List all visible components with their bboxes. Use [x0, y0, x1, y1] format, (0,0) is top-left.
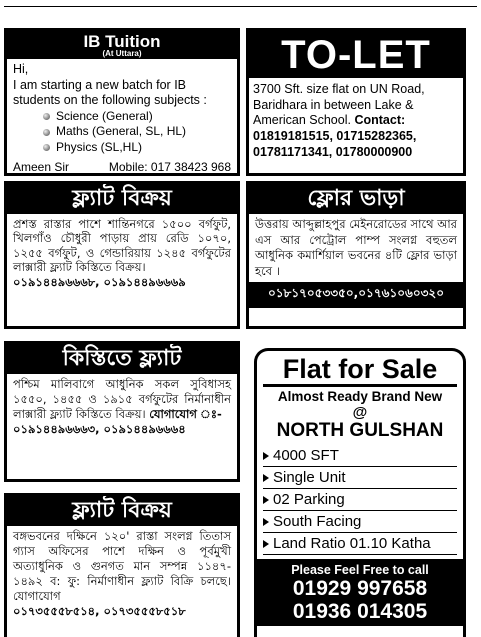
installment-flat-phones: ০১৯১৪৪৯৬৬৬৩, ০১৯১৪৪৯৬৬৬৪ — [13, 421, 186, 436]
list-item: Land Ratio 01.10 Katha — [263, 533, 457, 555]
ib-subject-list — [13, 109, 231, 156]
floor-rent-title: ফ্লোর ভাড়া — [249, 184, 463, 214]
flat-for-sale-gulshan-ad — [254, 348, 466, 637]
ib-contact-name: Ameen Sir — [13, 159, 70, 174]
arrow-right-icon — [263, 474, 269, 482]
installment-flat-title: কিস্তিতে ফ্ল্যাট — [7, 344, 237, 374]
flat-sale-2-title: ফ্ল্যাট বিক্রয় — [7, 496, 237, 526]
ib-contact-mobile: Mobile: 017 38423 968 — [108, 159, 231, 174]
flat-sale-2-phones: ০১৭৩৫৫৫৮৫১৪, ০১৭৩৫৫৫৮৫১৮ — [13, 603, 186, 618]
installment-flat-contact-label: যোগাযোগ ঃ- — [149, 406, 222, 421]
bullet-icon — [43, 129, 50, 136]
list-item: South Facing — [263, 511, 457, 533]
gulshan-call-box — [257, 559, 463, 626]
arrow-right-icon — [263, 540, 269, 548]
gulshan-at: @ — [352, 404, 368, 422]
to-let-ad — [246, 28, 466, 176]
flat-sale-2-text: বঙ্গভবনের দক্ষিনে ১২০' রাস্তা সংলগ্ন তিতাস গ্যাস অফিসের পাশে দক্ষিন ও পূর্বমুখী অত্যাধুনিক ও গুনগত মান সম্পন্ন ১১৪৭- ১৪৯২ ব: ফু: নির্মাণাধীন ফ্ল্যাট বিক্রি চলছে। যোগাযোগ — [13, 529, 231, 603]
gulshan-feature-list — [263, 445, 457, 555]
bullet-icon — [43, 144, 50, 151]
ib-tuition-subtitle: (At Uttara) — [102, 49, 142, 58]
bullet-icon — [43, 113, 50, 120]
floor-rent-text: উত্তরায় আব্দুল্লাহপুর মেইনরোডের সাথে আর এস আর পেট্রোল পাম্প সংলগ্ন বহুতল আধুনিক কমার্শিয়াল ভবনের ৪টি ফ্লোর ভাড়া হবে । — [255, 217, 457, 278]
ib-greeting: Hi, — [13, 62, 29, 76]
floor-rent-ad — [246, 181, 466, 329]
list-item: 4000 SFT — [263, 445, 457, 467]
flat-sale-ad-1 — [4, 181, 240, 329]
list-item: Science (General) — [43, 109, 231, 125]
gulshan-call-text: Please Feel Free to call — [291, 563, 429, 578]
ib-tuition-ad — [4, 28, 240, 176]
ib-tuition-header — [7, 31, 237, 59]
flat-sale-1-phones: ০১৯১৪৪৯৬৬৬৮, ০১৯১৪৪৯৬৬৬৯ — [13, 274, 186, 289]
flat-sale-1-title: ফ্ল্যাট বিক্রয় — [7, 184, 237, 214]
to-let-title: TO-LET — [249, 31, 463, 78]
top-rule — [4, 6, 477, 7]
arrow-right-icon — [263, 452, 269, 460]
list-item: 02 Parking — [263, 489, 457, 511]
list-item: Single Unit — [263, 467, 457, 489]
gulshan-subtitle: Almost Ready Brand New — [277, 389, 443, 405]
list-item: Maths (General, SL, HL) — [43, 124, 231, 140]
floor-rent-phones: ০১৮১৭০৫৩৩৫০,০১৭৬১০৬০৩২০ — [249, 282, 463, 308]
installment-flat-text: পশ্চিম মালিবাগে আধুনিক সকল সুবিধাসহ ১৫৫০, ১৪৫৫ ও ১৯১৫ বর্গফুটের নির্মানাধীন লাক্সারী ফ্ল্যাট কিস্তিতে বিক্রয়। — [13, 377, 231, 421]
gulshan-phone-2: 01936 014305 — [292, 600, 428, 624]
list-item: Physics (SL,HL) — [43, 140, 231, 156]
ib-tuition-title: IB Tuition — [83, 32, 161, 51]
flat-sale-1-text: প্রশস্ত রাস্তার পাশে শান্তিনগরে ১৫০০ বর্গফুট, খিলগাঁও চৌধুরী পাড়ায় প্রায় রেডি ১০৭০, ১২৫৫ বর্গফুট, ও গেন্ডারিয়ায় ১২৪৫ বর্গফুটের লাক্সারী ফ্ল্যাট কিস্তিতে বিক্রয়। — [13, 217, 231, 275]
gulshan-phone-1: 01929 997658 — [292, 577, 428, 601]
to-let-text: 3700 Sft. size flat on UN Road, Baridhara in between Lake & American School. — [253, 82, 425, 128]
ib-intro: I am starting a new batch for IB students on the following subjects : — [13, 77, 207, 108]
arrow-right-icon — [263, 518, 269, 526]
to-let-contact-label: Contact: — [354, 113, 406, 128]
arrow-right-icon — [263, 496, 269, 504]
installment-flat-ad — [4, 341, 240, 482]
gulshan-location: NORTH GULSHAN — [276, 420, 444, 442]
flat-sale-ad-2 — [4, 493, 240, 637]
gulshan-title: Flat for Sale — [282, 354, 438, 384]
title-underline — [263, 384, 457, 387]
to-let-phones: 01819181515, 01715282365, 01781171341, 01780000900 — [253, 128, 417, 159]
